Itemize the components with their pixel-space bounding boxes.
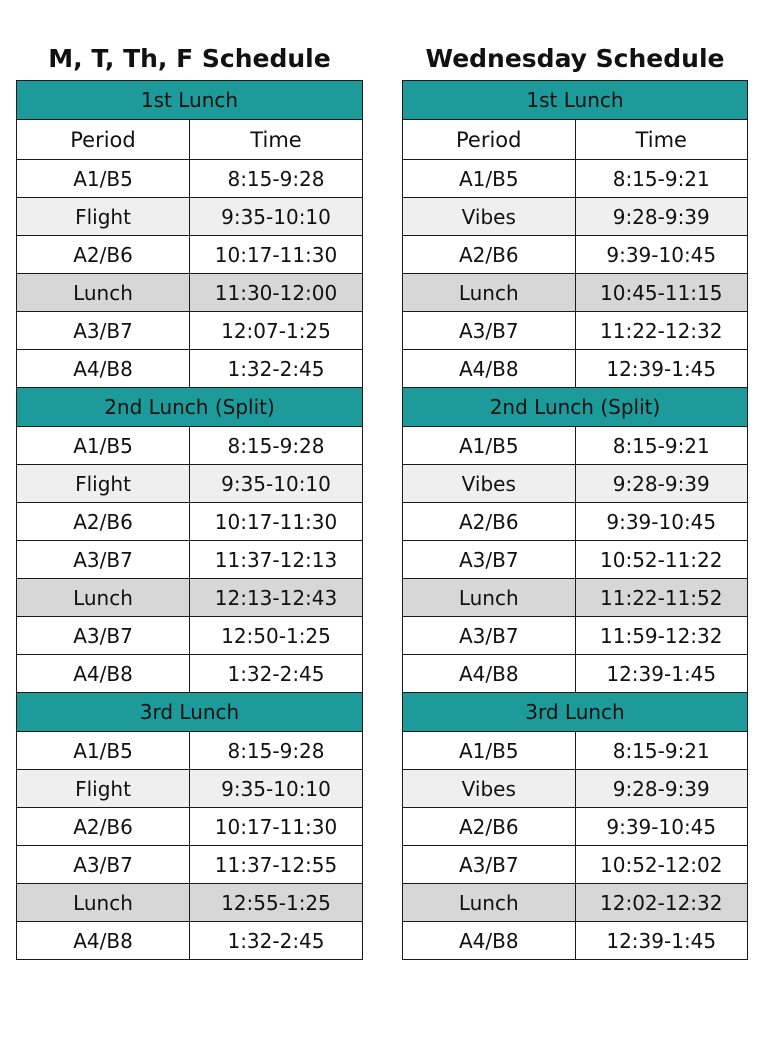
schedule-mtthf xyxy=(16,38,363,960)
time-cell: 8:15-9:21 xyxy=(575,160,748,198)
table-row xyxy=(403,465,748,503)
period-cell: A2/B6 xyxy=(17,236,190,274)
time-cell: 12:50-1:25 xyxy=(190,617,363,655)
time-cell: 10:17-11:30 xyxy=(190,808,363,846)
table-row xyxy=(17,350,363,388)
period-cell: A4/B8 xyxy=(403,922,576,960)
period-cell: A3/B7 xyxy=(17,846,190,884)
time-cell: 11:59-12:32 xyxy=(575,617,748,655)
time-cell: 10:45-11:15 xyxy=(575,274,748,312)
table-row xyxy=(17,312,363,350)
table-row xyxy=(403,884,748,922)
table-row xyxy=(17,579,363,617)
section-header-row xyxy=(403,693,748,732)
period-cell: Lunch xyxy=(403,274,576,312)
time-cell: 11:30-12:00 xyxy=(190,274,363,312)
table-row xyxy=(403,922,748,960)
period-cell: A3/B7 xyxy=(403,312,576,350)
time-cell: 12:07-1:25 xyxy=(190,312,363,350)
period-cell: A1/B5 xyxy=(17,427,190,465)
table-row xyxy=(17,503,363,541)
time-cell: 9:39-10:45 xyxy=(575,503,748,541)
time-cell: 1:32-2:45 xyxy=(190,922,363,960)
period-cell: A3/B7 xyxy=(403,846,576,884)
table-row xyxy=(17,274,363,312)
table-row xyxy=(17,884,363,922)
time-cell: 11:22-11:52 xyxy=(575,579,748,617)
period-cell: Lunch xyxy=(17,274,190,312)
table-row xyxy=(17,808,363,846)
period-cell: Vibes xyxy=(403,465,576,503)
table-row xyxy=(17,846,363,884)
period-cell: Lunch xyxy=(403,884,576,922)
period-cell: Lunch xyxy=(403,579,576,617)
time-column-header: Time xyxy=(190,120,363,160)
period-cell: Lunch xyxy=(17,884,190,922)
column-header-row xyxy=(403,120,748,160)
period-cell: A3/B7 xyxy=(403,541,576,579)
table-row xyxy=(403,198,748,236)
period-cell: A1/B5 xyxy=(403,160,576,198)
section-header-row xyxy=(403,81,748,120)
schedule-title: M, T, Th, F Schedule xyxy=(48,44,331,73)
time-cell: 11:37-12:13 xyxy=(190,541,363,579)
table-row xyxy=(17,541,363,579)
period-cell: A4/B8 xyxy=(17,350,190,388)
period-cell: A1/B5 xyxy=(403,427,576,465)
table-row xyxy=(403,617,748,655)
period-cell: A1/B5 xyxy=(403,732,576,770)
table-row xyxy=(17,160,363,198)
table-row xyxy=(403,579,748,617)
table-row xyxy=(403,846,748,884)
table-row xyxy=(403,655,748,693)
time-cell: 10:17-11:30 xyxy=(190,503,363,541)
period-cell: A4/B8 xyxy=(403,350,576,388)
period-cell: Flight xyxy=(17,198,190,236)
table-row xyxy=(403,312,748,350)
period-cell: A3/B7 xyxy=(403,617,576,655)
period-cell: A2/B6 xyxy=(403,236,576,274)
table-row xyxy=(17,617,363,655)
time-cell: 9:35-10:10 xyxy=(190,198,363,236)
section-header: 3rd Lunch xyxy=(17,693,363,732)
time-cell: 8:15-9:28 xyxy=(190,160,363,198)
period-cell: Flight xyxy=(17,770,190,808)
time-cell: 9:35-10:10 xyxy=(190,770,363,808)
column-header-row xyxy=(17,120,363,160)
time-column-header: Time xyxy=(575,120,748,160)
time-cell: 11:37-12:55 xyxy=(190,846,363,884)
table-row xyxy=(17,427,363,465)
period-cell: Vibes xyxy=(403,770,576,808)
time-cell: 9:35-10:10 xyxy=(190,465,363,503)
schedule-title: Wednesday Schedule xyxy=(425,44,725,73)
time-cell: 10:52-11:22 xyxy=(575,541,748,579)
section-header: 3rd Lunch xyxy=(403,693,748,732)
period-cell: A2/B6 xyxy=(403,503,576,541)
time-cell: 12:39-1:45 xyxy=(575,655,748,693)
table-row xyxy=(403,732,748,770)
table-row xyxy=(17,655,363,693)
time-cell: 12:13-12:43 xyxy=(190,579,363,617)
time-cell: 12:39-1:45 xyxy=(575,922,748,960)
period-cell: A3/B7 xyxy=(17,312,190,350)
period-cell: A1/B5 xyxy=(17,732,190,770)
table-row xyxy=(403,541,748,579)
table-row xyxy=(17,770,363,808)
period-cell: A2/B6 xyxy=(17,503,190,541)
section-header-row xyxy=(403,388,748,427)
table-row xyxy=(17,465,363,503)
time-cell: 11:22-12:32 xyxy=(575,312,748,350)
table-row xyxy=(403,160,748,198)
time-cell: 8:15-9:28 xyxy=(190,732,363,770)
section-header: 1st Lunch xyxy=(17,81,363,120)
table-row xyxy=(403,427,748,465)
section-header: 1st Lunch xyxy=(403,81,748,120)
period-column-header: Period xyxy=(17,120,190,160)
period-cell: A2/B6 xyxy=(17,808,190,846)
time-cell: 8:15-9:21 xyxy=(575,732,748,770)
table-row xyxy=(17,198,363,236)
time-cell: 9:28-9:39 xyxy=(575,465,748,503)
time-cell: 8:15-9:21 xyxy=(575,427,748,465)
time-cell: 12:55-1:25 xyxy=(190,884,363,922)
time-cell: 9:39-10:45 xyxy=(575,236,748,274)
schedule-wednesday xyxy=(402,38,748,960)
table-row xyxy=(17,922,363,960)
time-cell: 9:28-9:39 xyxy=(575,198,748,236)
period-cell: Vibes xyxy=(403,198,576,236)
schedule-table xyxy=(402,80,748,960)
period-cell: A4/B8 xyxy=(17,655,190,693)
time-cell: 1:32-2:45 xyxy=(190,655,363,693)
table-row xyxy=(17,732,363,770)
time-cell: 12:39-1:45 xyxy=(575,350,748,388)
table-row xyxy=(403,274,748,312)
table-row xyxy=(403,770,748,808)
section-header: 2nd Lunch (Split) xyxy=(403,388,748,427)
table-row xyxy=(403,808,748,846)
period-cell: A2/B6 xyxy=(403,808,576,846)
section-header-row xyxy=(17,388,363,427)
time-cell: 9:28-9:39 xyxy=(575,770,748,808)
time-cell: 12:02-12:32 xyxy=(575,884,748,922)
period-cell: A1/B5 xyxy=(17,160,190,198)
section-header-row xyxy=(17,693,363,732)
period-column-header: Period xyxy=(403,120,576,160)
time-cell: 8:15-9:28 xyxy=(190,427,363,465)
table-row xyxy=(403,503,748,541)
period-cell: Lunch xyxy=(17,579,190,617)
table-row xyxy=(403,350,748,388)
period-cell: Flight xyxy=(17,465,190,503)
table-row xyxy=(403,236,748,274)
section-header-row xyxy=(17,81,363,120)
schedule-table xyxy=(16,80,363,960)
period-cell: A4/B8 xyxy=(17,922,190,960)
period-cell: A3/B7 xyxy=(17,541,190,579)
time-cell: 9:39-10:45 xyxy=(575,808,748,846)
time-cell: 10:52-12:02 xyxy=(575,846,748,884)
time-cell: 1:32-2:45 xyxy=(190,350,363,388)
period-cell: A3/B7 xyxy=(17,617,190,655)
period-cell: A4/B8 xyxy=(403,655,576,693)
time-cell: 10:17-11:30 xyxy=(190,236,363,274)
section-header: 2nd Lunch (Split) xyxy=(17,388,363,427)
table-row xyxy=(17,236,363,274)
